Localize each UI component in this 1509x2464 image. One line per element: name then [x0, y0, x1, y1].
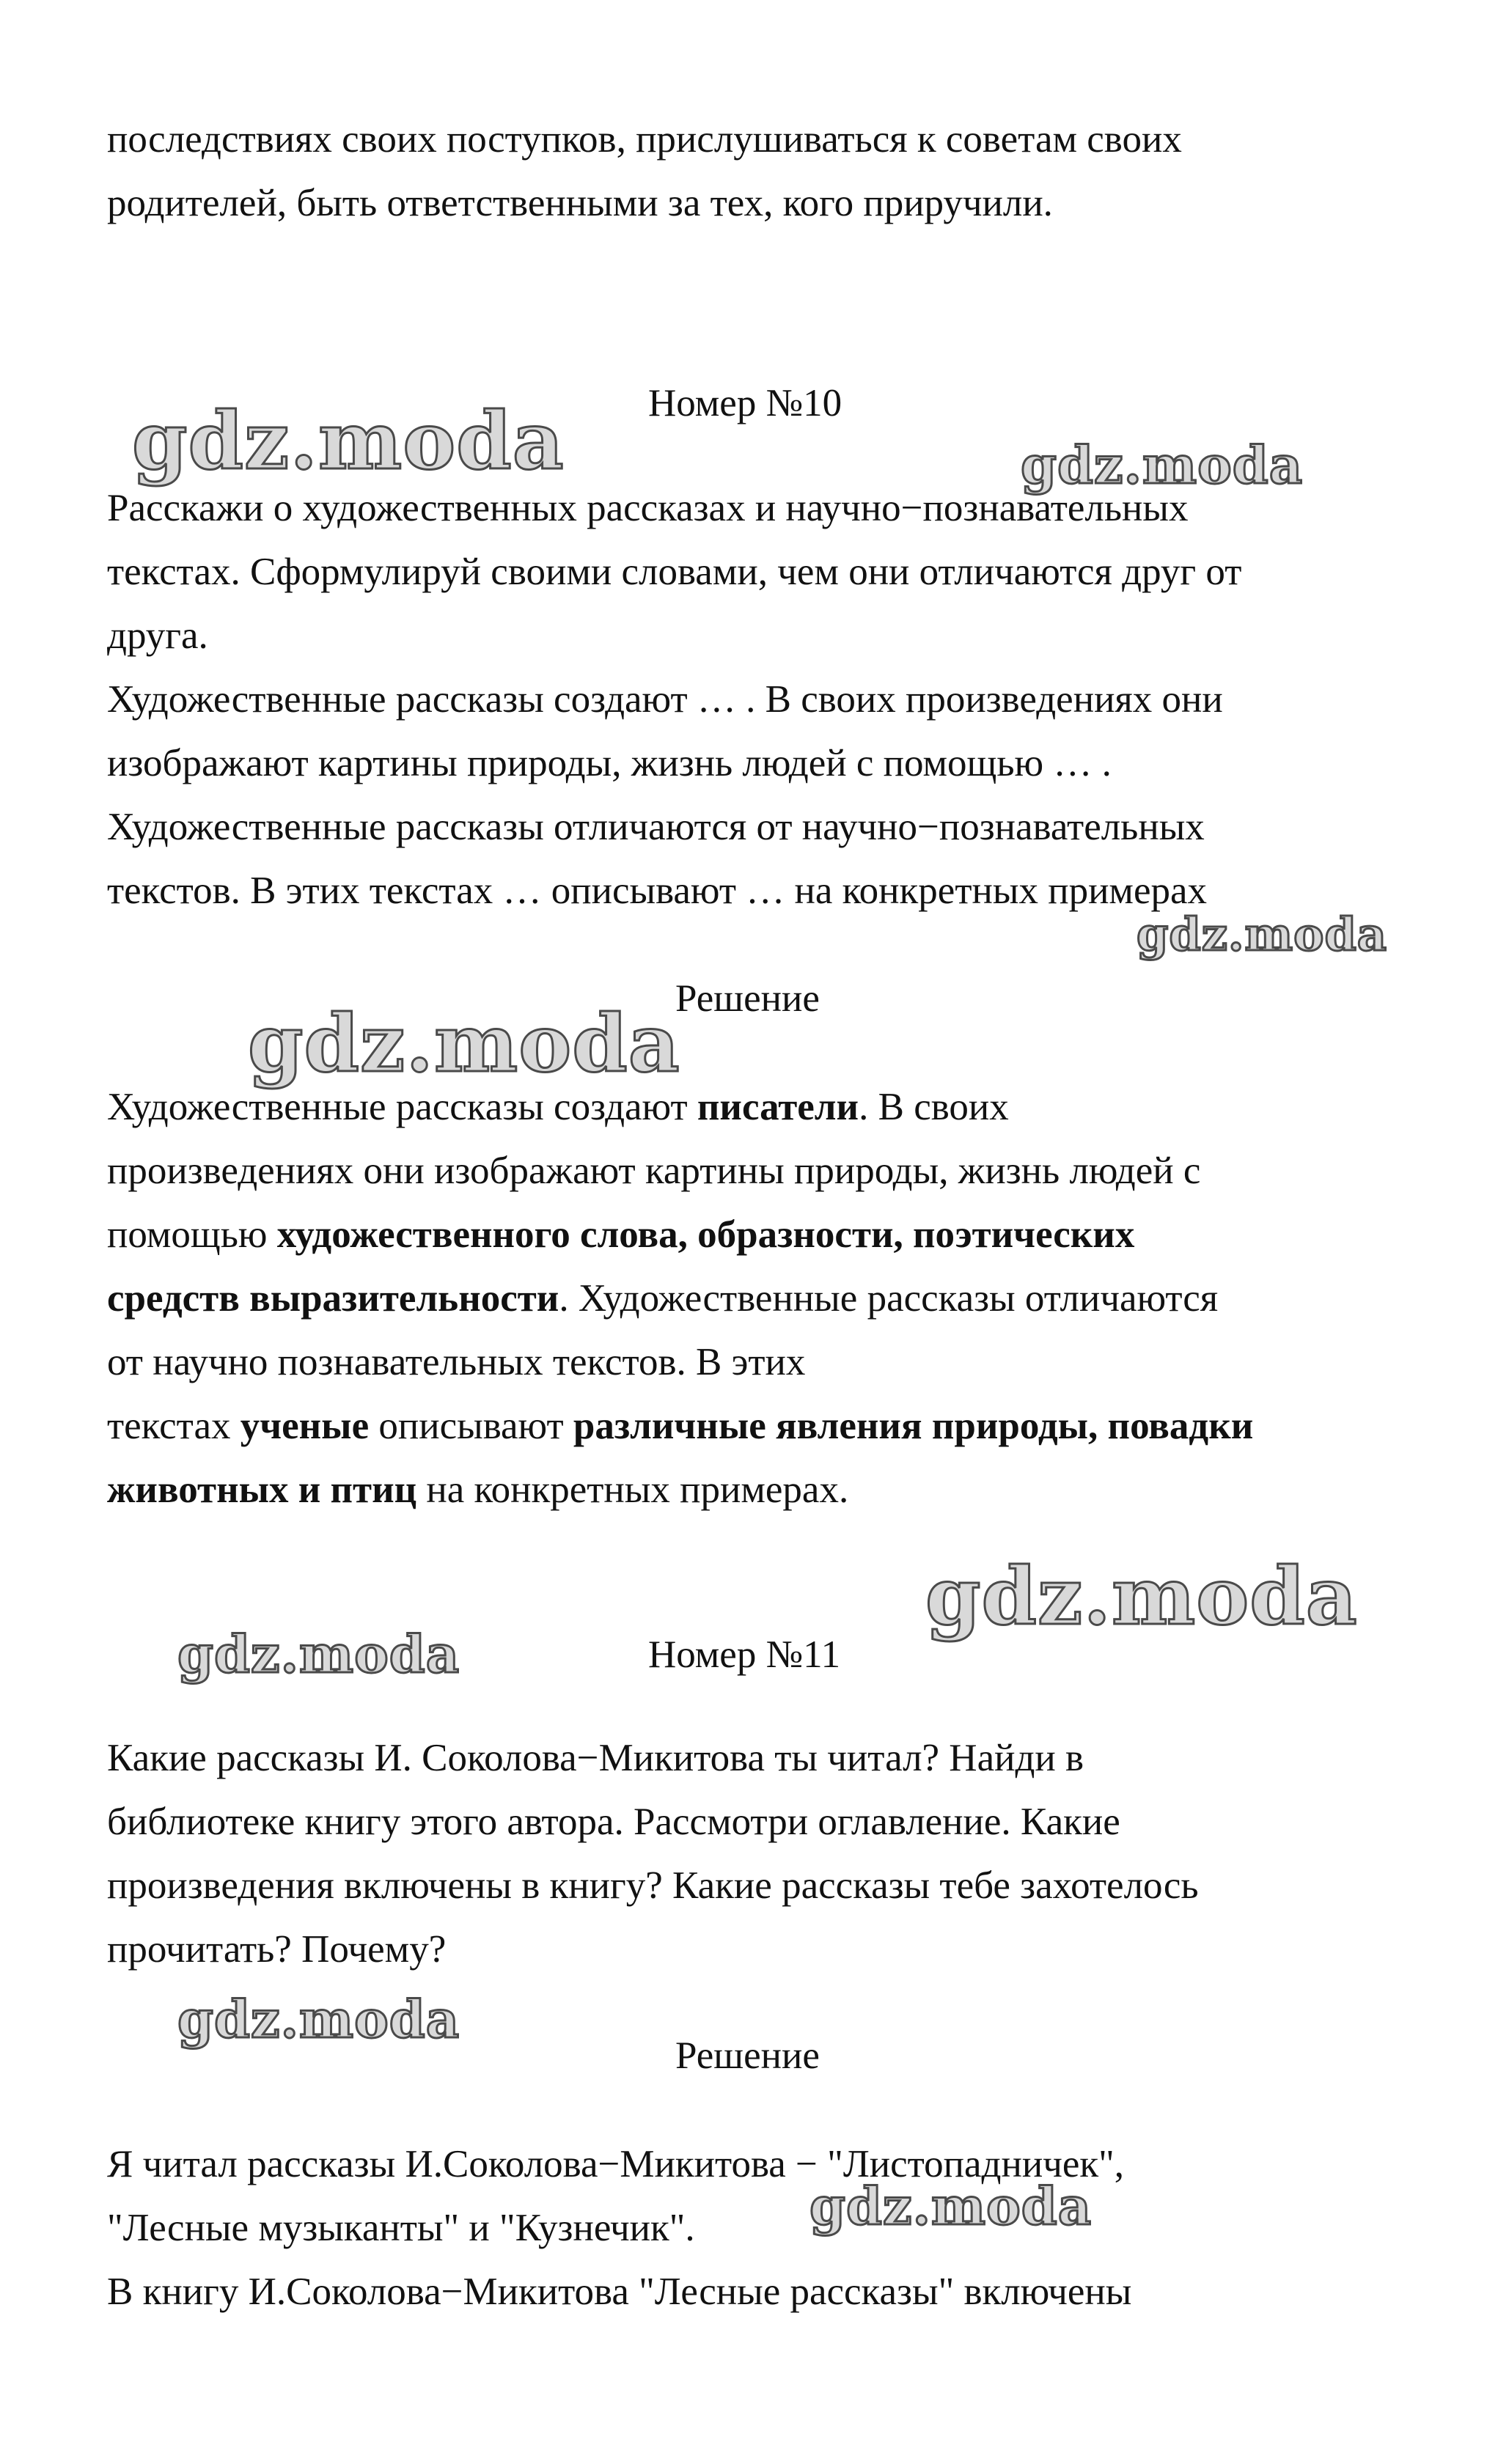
- answer-text: на конкретных примерах.: [416, 1468, 849, 1511]
- task10-question-line-1: Расскажи о художественных рассказах и научно−познавательных: [107, 487, 1189, 529]
- task11-answer-line-2: "Лесные музыканты" и "Кузнечик".: [107, 2207, 695, 2249]
- answer-text: . Художественные рассказы отличаются: [559, 1277, 1219, 1320]
- task10-answer-line-3: [107, 1211, 1134, 1258]
- task10-heading: Номер №10: [648, 382, 842, 424]
- watermark-logo: gdz.moda: [1021, 435, 1304, 496]
- answer-bold: средств выразительности: [107, 1277, 559, 1320]
- task11-answer-line-1: Я читал рассказы И.Соколова−Микитова − "Листопадничек",: [107, 2143, 1125, 2185]
- task10-answer-line-4: [107, 1275, 1218, 1322]
- watermark-logo: gdz.moda: [1137, 908, 1387, 961]
- answer-text: описывают: [369, 1405, 573, 1447]
- watermark-logo: gdz.moda: [248, 998, 680, 1090]
- task10-answer-line-5: от научно познавательных текстов. В этих: [107, 1341, 806, 1383]
- watermark-logo: gdz.moda: [177, 1989, 460, 2050]
- answer-bold: писатели: [697, 1086, 859, 1128]
- answer-text: Художественные рассказы создают: [107, 1086, 697, 1128]
- intro-line-2: родителей, быть ответственными за тех, кого приручили.: [107, 182, 1053, 224]
- task10-answer-line-7: [107, 1466, 848, 1513]
- task11-heading: Номер №11: [648, 1633, 841, 1676]
- task10-answer-line-2: произведениях они изображают картины природы, жизнь людей с: [107, 1150, 1201, 1192]
- watermark-logo: gdz.moda: [925, 1551, 1358, 1643]
- answer-text: текстах: [107, 1405, 241, 1447]
- watermark-logo: gdz.moda: [177, 1624, 460, 1685]
- task11-answer-line-3: В книгу И.Соколова−Микитова "Лесные рассказы" включены: [107, 2270, 1132, 2313]
- answer-text: помощью: [107, 1213, 277, 1256]
- watermark-logo: gdz.moda: [809, 2176, 1093, 2237]
- task11-question-line-1: Какие рассказы И. Соколова−Микитова ты читал? Найди в: [107, 1737, 1084, 1779]
- watermark-logo: gdz.moda: [132, 395, 565, 488]
- task10-template-line-3: Художественные рассказы отличаются от научно−познавательных: [107, 806, 1205, 848]
- task10-solution-heading: Решение: [675, 977, 820, 1020]
- task11-question-line-2: библиотеке книгу этого автора. Рассмотри оглавление. Какие: [107, 1801, 1120, 1843]
- task10-template-line-4: текстов. В этих текстах … описывают … на конкретных примерах: [107, 869, 1208, 912]
- answer-text: . В своих: [859, 1086, 1009, 1128]
- task10-question-line-3: друга.: [107, 614, 208, 657]
- task11-solution-heading: Решение: [675, 2034, 820, 2077]
- task10-question-line-2: текстах. Сформулируй своими словами, чем они отличаются друг от: [107, 551, 1242, 593]
- task10-template-line-1: Художественные рассказы создают … . В своих произведениях они: [107, 678, 1223, 721]
- intro-line-1: последствиях своих поступков, прислушиваться к советам своих: [107, 118, 1182, 161]
- task10-template-line-2: изображают картины природы, жизнь людей с помощью … .: [107, 742, 1112, 784]
- task10-answer-line-1: [107, 1084, 1009, 1130]
- task11-question-line-3: произведения включены в книгу? Какие рассказы тебе захотелось: [107, 1864, 1199, 1907]
- answer-bold: различные явления природы, повадки: [573, 1405, 1254, 1447]
- answer-bold: животных и птиц: [107, 1468, 417, 1511]
- task10-answer-line-6: [107, 1402, 1253, 1449]
- task11-question-line-4: прочитать? Почему?: [107, 1928, 447, 1971]
- answer-bold: ученые: [240, 1405, 370, 1447]
- answer-bold: художественного слова, образности, поэтических: [276, 1213, 1135, 1256]
